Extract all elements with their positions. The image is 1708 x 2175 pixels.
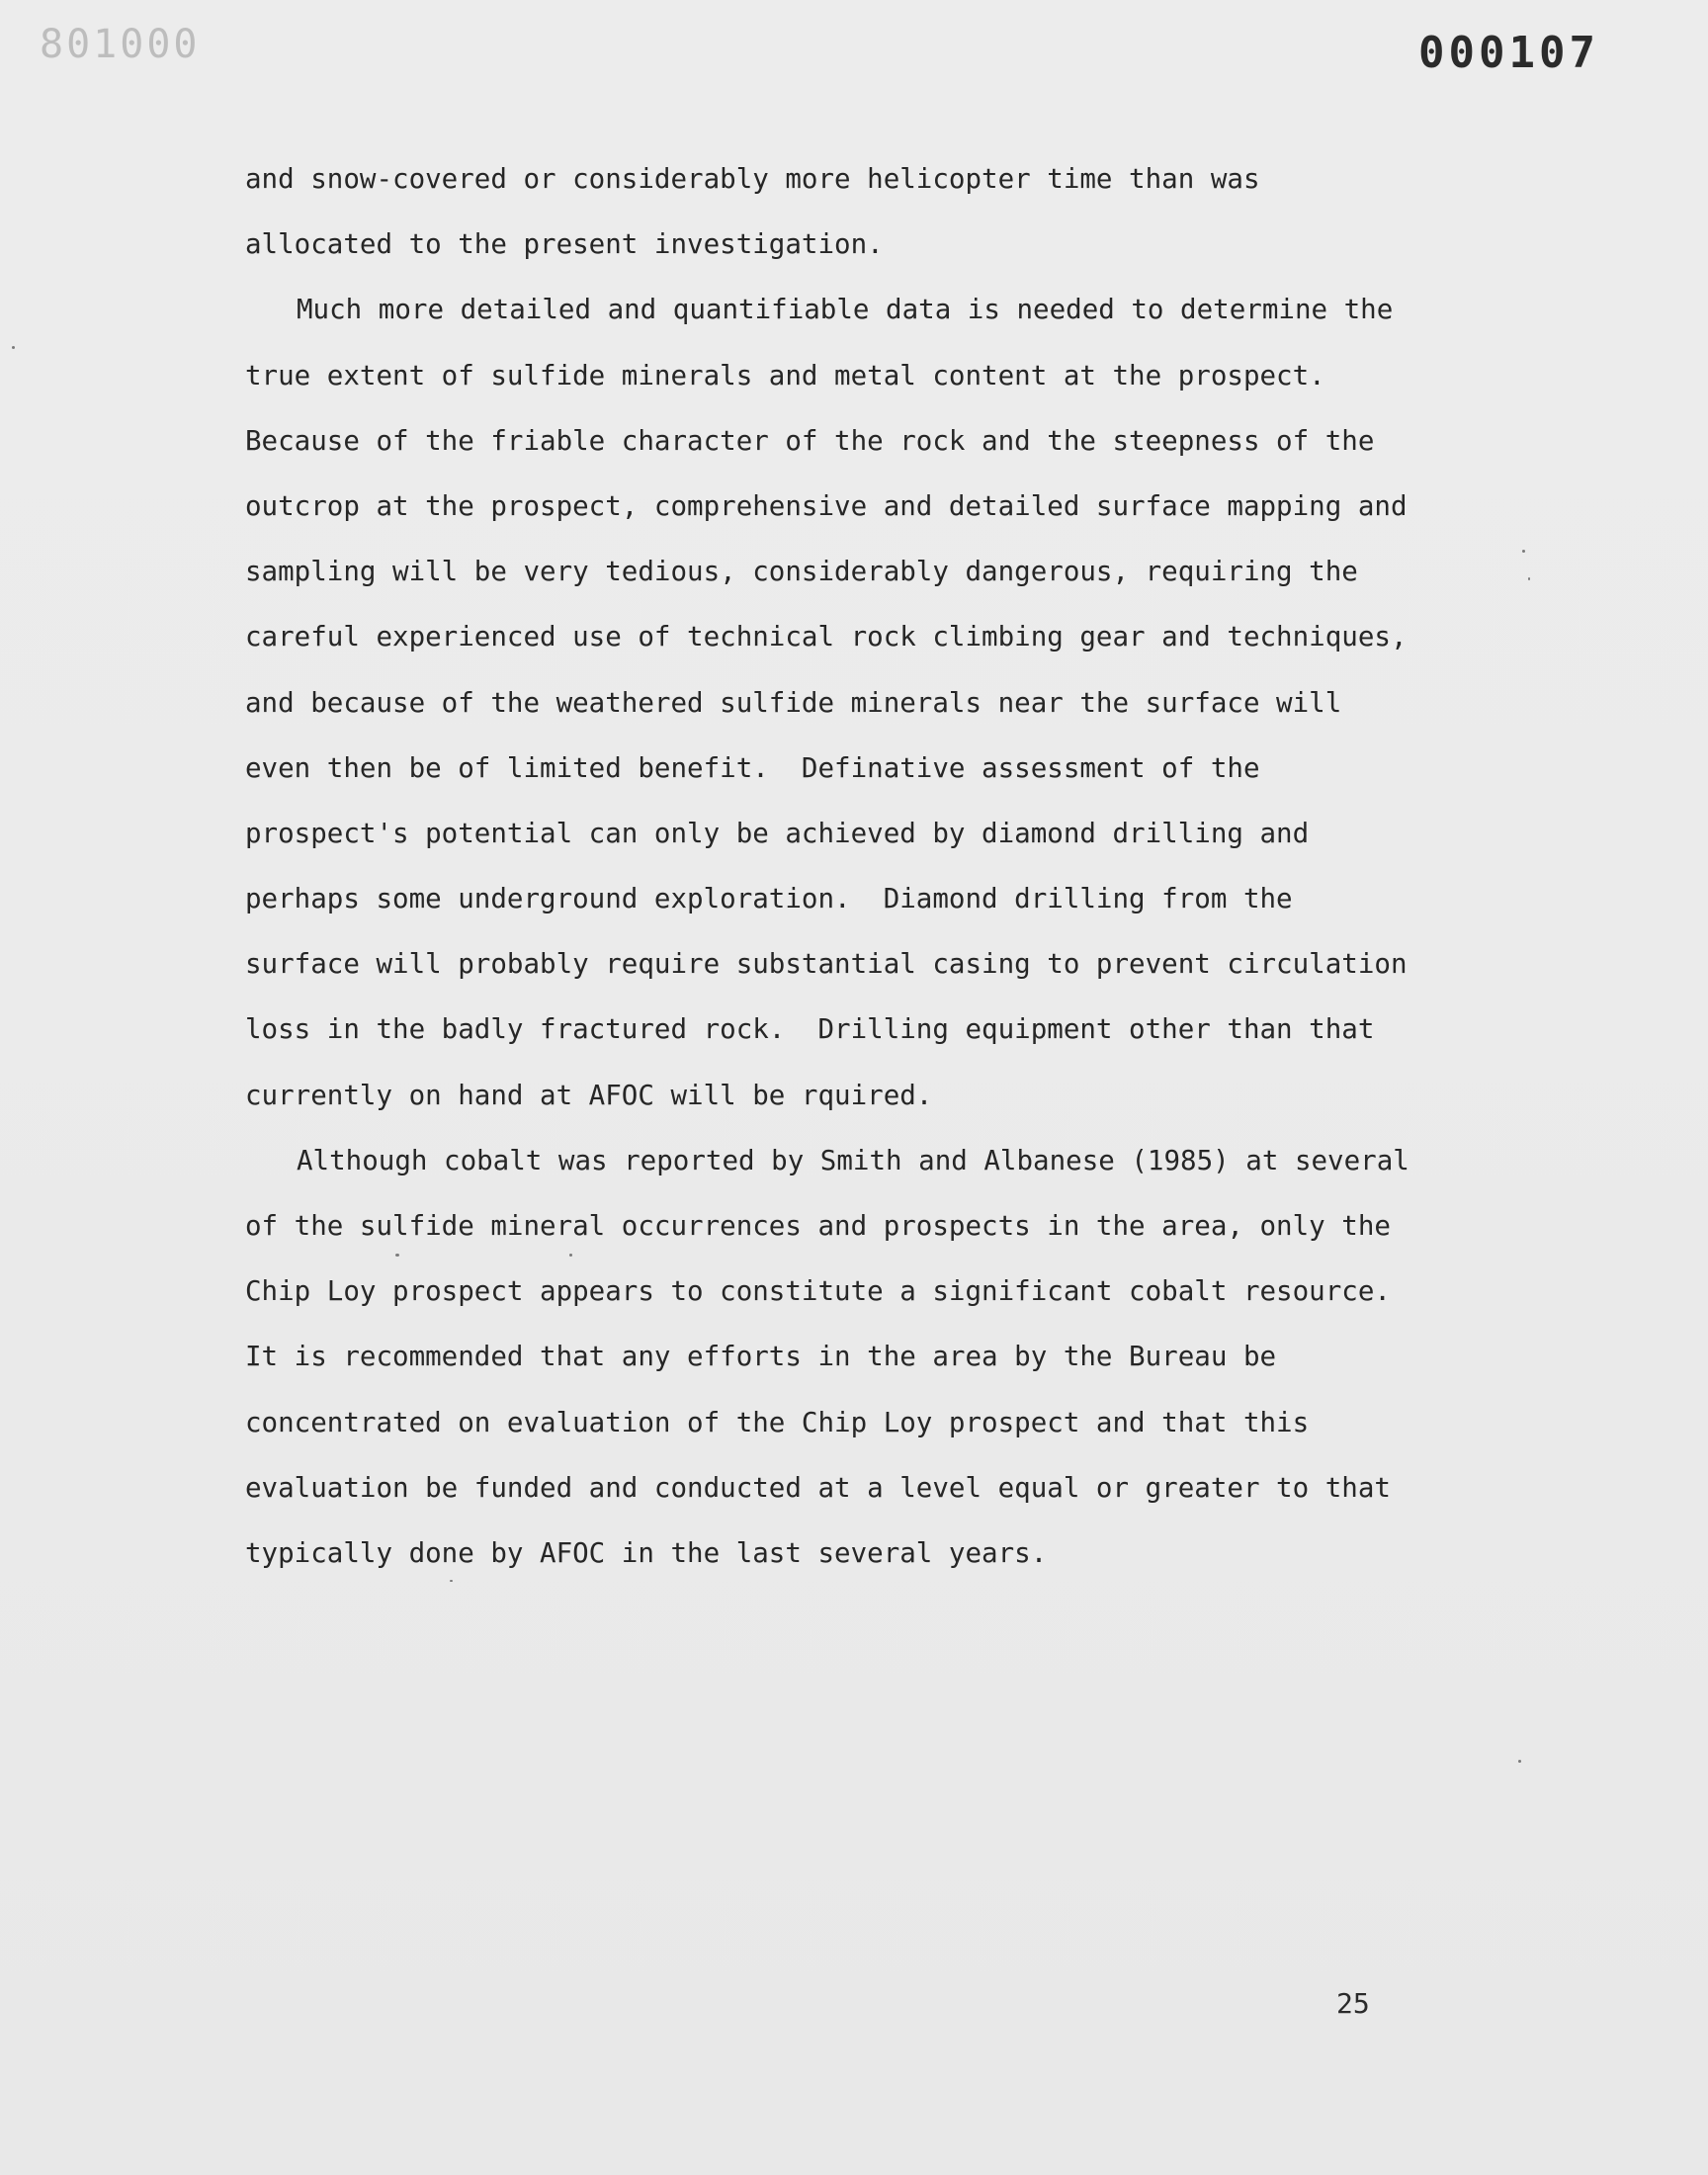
text-line: true extent of sulfide minerals and metal content at the prospect. [245, 359, 1325, 392]
scan-speck [1518, 1760, 1521, 1763]
text-line: of the sulfide mineral occurrences and prospects in the area, only the [245, 1210, 1391, 1242]
faded-document-stamp: 801000 [40, 22, 201, 67]
text-line: even then be of limited benefit. Definative assessment of the [245, 751, 1260, 784]
scan-speck [569, 1254, 572, 1257]
text-line: outcrop at the prospect, comprehensive and detailed surface mapping and [245, 489, 1408, 522]
page-number: 25 [1336, 1987, 1370, 2020]
scan-speck [12, 346, 15, 349]
document-control-number: 000107 [1418, 28, 1599, 78]
text-line: loss in the badly fractured rock. Drilling equipment other than that [245, 1013, 1375, 1046]
paragraph-first-line: Much more detailed and quantifiable data is needed to determine the [297, 294, 1394, 326]
scan-speck [450, 1580, 453, 1582]
text-line: and because of the weathered sulfide minerals near the surface will [245, 686, 1342, 719]
text-line: surface will probably require substantial casing to prevent circulation [245, 948, 1408, 981]
text-line: Because of the friable character of the rock and the steepness of the [245, 424, 1375, 457]
text-line: evaluation be funded and conducted at a level equal or greater to that [245, 1471, 1391, 1504]
text-line: currently on hand at AFOC will be rquired. [245, 1079, 933, 1111]
text-line: It is recommended that any efforts in the area by the Bureau be [245, 1341, 1277, 1373]
body-text [245, 146, 1451, 1586]
paragraph-first-line: Although cobalt was reported by Smith and Albanese (1985) at several [297, 1144, 1409, 1176]
text-line: and snow-covered or considerably more helicopter time than was [245, 163, 1260, 195]
text-line: careful experienced use of technical rock climbing gear and techniques, [245, 621, 1408, 653]
text-line: typically done by AFOC in the last several years. [245, 1536, 1048, 1569]
scan-speck [395, 1254, 399, 1257]
scan-speck [1522, 550, 1525, 553]
text-line: prospect's potential can only be achieved by diamond drilling and [245, 817, 1310, 849]
text-line: perhaps some underground exploration. Diamond drilling from the [245, 883, 1293, 915]
text-line: allocated to the present investigation. [245, 228, 884, 261]
text-line: Chip Loy prospect appears to constitute a significant cobalt resource. [245, 1275, 1391, 1308]
text-line: sampling will be very tedious, considerably dangerous, requiring the [245, 556, 1358, 588]
text-line: concentrated on evaluation of the Chip Loy prospect and that this [245, 1406, 1310, 1438]
scan-speck [1528, 577, 1530, 580]
